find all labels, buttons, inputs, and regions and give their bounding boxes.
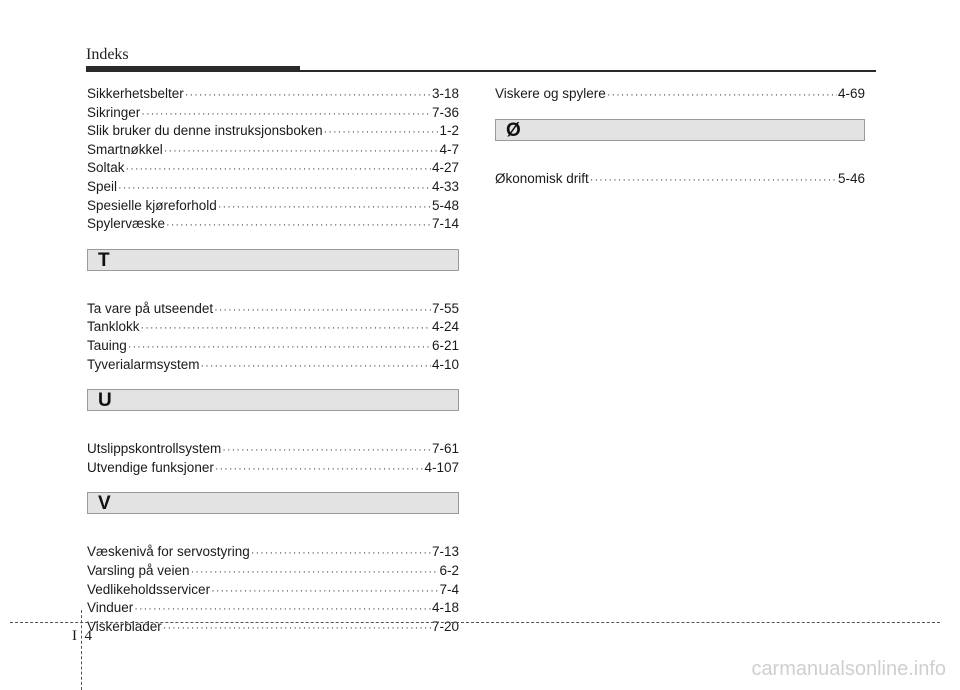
- dot-leader: [128, 338, 431, 357]
- index-entry[interactable]: [87, 318, 459, 337]
- index-entry-page: 7-36: [431, 104, 459, 120]
- index-entry[interactable]: [87, 581, 459, 600]
- header-rule-thin: [300, 70, 876, 72]
- dot-leader: [185, 86, 431, 105]
- index-entry[interactable]: [87, 543, 459, 562]
- dot-leader: [222, 441, 431, 460]
- index-entry-title: Soltak: [87, 160, 125, 176]
- index-entry-title: Slik bruker du denne instruksjonsboken: [87, 123, 323, 139]
- dot-leader: [324, 123, 439, 142]
- watermark: carmanualsonline.info: [751, 658, 946, 680]
- index-entry[interactable]: [87, 104, 459, 123]
- index-entry-title: Vinduer: [87, 600, 134, 616]
- dot-leader: [126, 160, 431, 179]
- index-entry-title: Viskerblader: [87, 618, 162, 634]
- index-entry-title: Spesielle kjøreforhold: [87, 197, 217, 213]
- index-letter-heading: [495, 119, 865, 141]
- dot-leader: [590, 171, 837, 190]
- index-entry-title: Utslippskontrollsystem: [87, 441, 222, 457]
- dot-leader: [164, 142, 439, 161]
- dot-leader: [191, 563, 439, 582]
- index-letter: V: [98, 493, 111, 515]
- index-entry[interactable]: [87, 459, 459, 478]
- index-entry-title: Tyverialarmsystem: [87, 356, 200, 372]
- index-entry-title: Utvendige funksjoner: [87, 459, 214, 475]
- page-header-title: Indeks: [86, 46, 129, 63]
- index-entry[interactable]: [87, 337, 459, 356]
- dot-leader: [218, 198, 431, 217]
- index-entry-title: Ta vare på utseendet: [87, 300, 214, 316]
- index-entry-title: Speil: [87, 178, 118, 194]
- index-entry-page: 4-107: [424, 459, 459, 475]
- footer-divider: [10, 622, 940, 623]
- dot-leader: [166, 216, 431, 235]
- index-entry-page: 3-18: [431, 86, 459, 101]
- index-entry[interactable]: [87, 122, 459, 141]
- index-letter-heading: [87, 389, 459, 411]
- index-entry-title: Tauing: [87, 337, 127, 353]
- footer-vertical-divider: [81, 610, 82, 690]
- index-entry-title: Vedlikeholdsservicer: [87, 581, 211, 597]
- index-entry-page: 7-13: [431, 544, 459, 560]
- index-entry-title: Varsling på veien: [87, 562, 190, 578]
- index-entry[interactable]: [495, 170, 865, 189]
- index-entry-page: 5-46: [837, 170, 865, 186]
- index-entry-page: 6-21: [431, 337, 459, 353]
- index-entry-page: 1-2: [439, 123, 459, 139]
- dot-leader: [211, 582, 438, 601]
- dot-leader: [201, 357, 431, 376]
- section-letter: I: [72, 628, 77, 644]
- page-number: [72, 628, 92, 645]
- index-entry[interactable]: [87, 178, 459, 197]
- index-entry-title: Viskere og spylere: [495, 86, 606, 101]
- index-entry[interactable]: [87, 562, 459, 581]
- header-rule-thick: [86, 66, 300, 72]
- dot-leader: [215, 460, 424, 479]
- index-letter: Ø: [506, 119, 521, 141]
- index-entry-page: 4-69: [837, 86, 865, 101]
- index-entry[interactable]: [87, 356, 459, 375]
- index-entry-page: 7-14: [431, 216, 459, 232]
- index-entry[interactable]: [87, 440, 459, 459]
- index-entry-page: 4-7: [439, 141, 459, 157]
- index-entry-title: Økonomisk drift: [495, 170, 589, 186]
- index-entry-page: 5-48: [431, 197, 459, 213]
- index-letter-heading: [87, 492, 459, 514]
- dot-leader: [141, 105, 431, 124]
- index-entry[interactable]: [87, 618, 459, 637]
- index-entry[interactable]: [87, 300, 459, 319]
- index-entry[interactable]: [87, 599, 459, 618]
- dot-leader: [118, 179, 431, 198]
- dot-leader: [607, 86, 837, 105]
- index-entry-page: 4-18: [431, 600, 459, 616]
- index-entry-page: 7-4: [439, 581, 459, 597]
- page-number-value: 4: [84, 628, 92, 644]
- index-entry-title: Tanklokk: [87, 319, 140, 335]
- index-column-right: [495, 85, 865, 188]
- index-entry-page: 4-27: [431, 160, 459, 176]
- index-entry-page: 7-61: [431, 441, 459, 457]
- index-entry-page: 6-2: [439, 562, 459, 578]
- index-entry-page: 7-55: [431, 300, 459, 316]
- index-entry-title: Smartnøkkel: [87, 141, 163, 157]
- index-entry-title: Spylervæske: [87, 216, 166, 232]
- index-entry-page: 4-10: [431, 356, 459, 372]
- dot-leader: [141, 319, 431, 338]
- index-entry-page: 4-33: [431, 178, 459, 194]
- index-entry-page: 7-20: [431, 618, 459, 634]
- index-entry[interactable]: [87, 215, 459, 234]
- dot-leader: [214, 301, 431, 320]
- index-entry-page: 4-24: [431, 319, 459, 335]
- index-letter-heading: [87, 249, 459, 271]
- index-entry[interactable]: [495, 85, 865, 104]
- index-entry-title: Sikringer: [87, 104, 141, 120]
- index-entry[interactable]: [87, 159, 459, 178]
- dot-leader: [134, 600, 431, 619]
- index-letter: U: [98, 390, 112, 412]
- index-entry[interactable]: [87, 85, 459, 104]
- index-entry[interactable]: [87, 197, 459, 216]
- index-entry[interactable]: [87, 141, 459, 160]
- dot-leader: [251, 544, 431, 563]
- index-letter: T: [98, 249, 110, 271]
- index-entry-title: Sikkerhetsbelter: [87, 86, 184, 101]
- index-entry-title: Væskenivå for servostyring: [87, 544, 250, 560]
- index-column-left: [87, 85, 459, 636]
